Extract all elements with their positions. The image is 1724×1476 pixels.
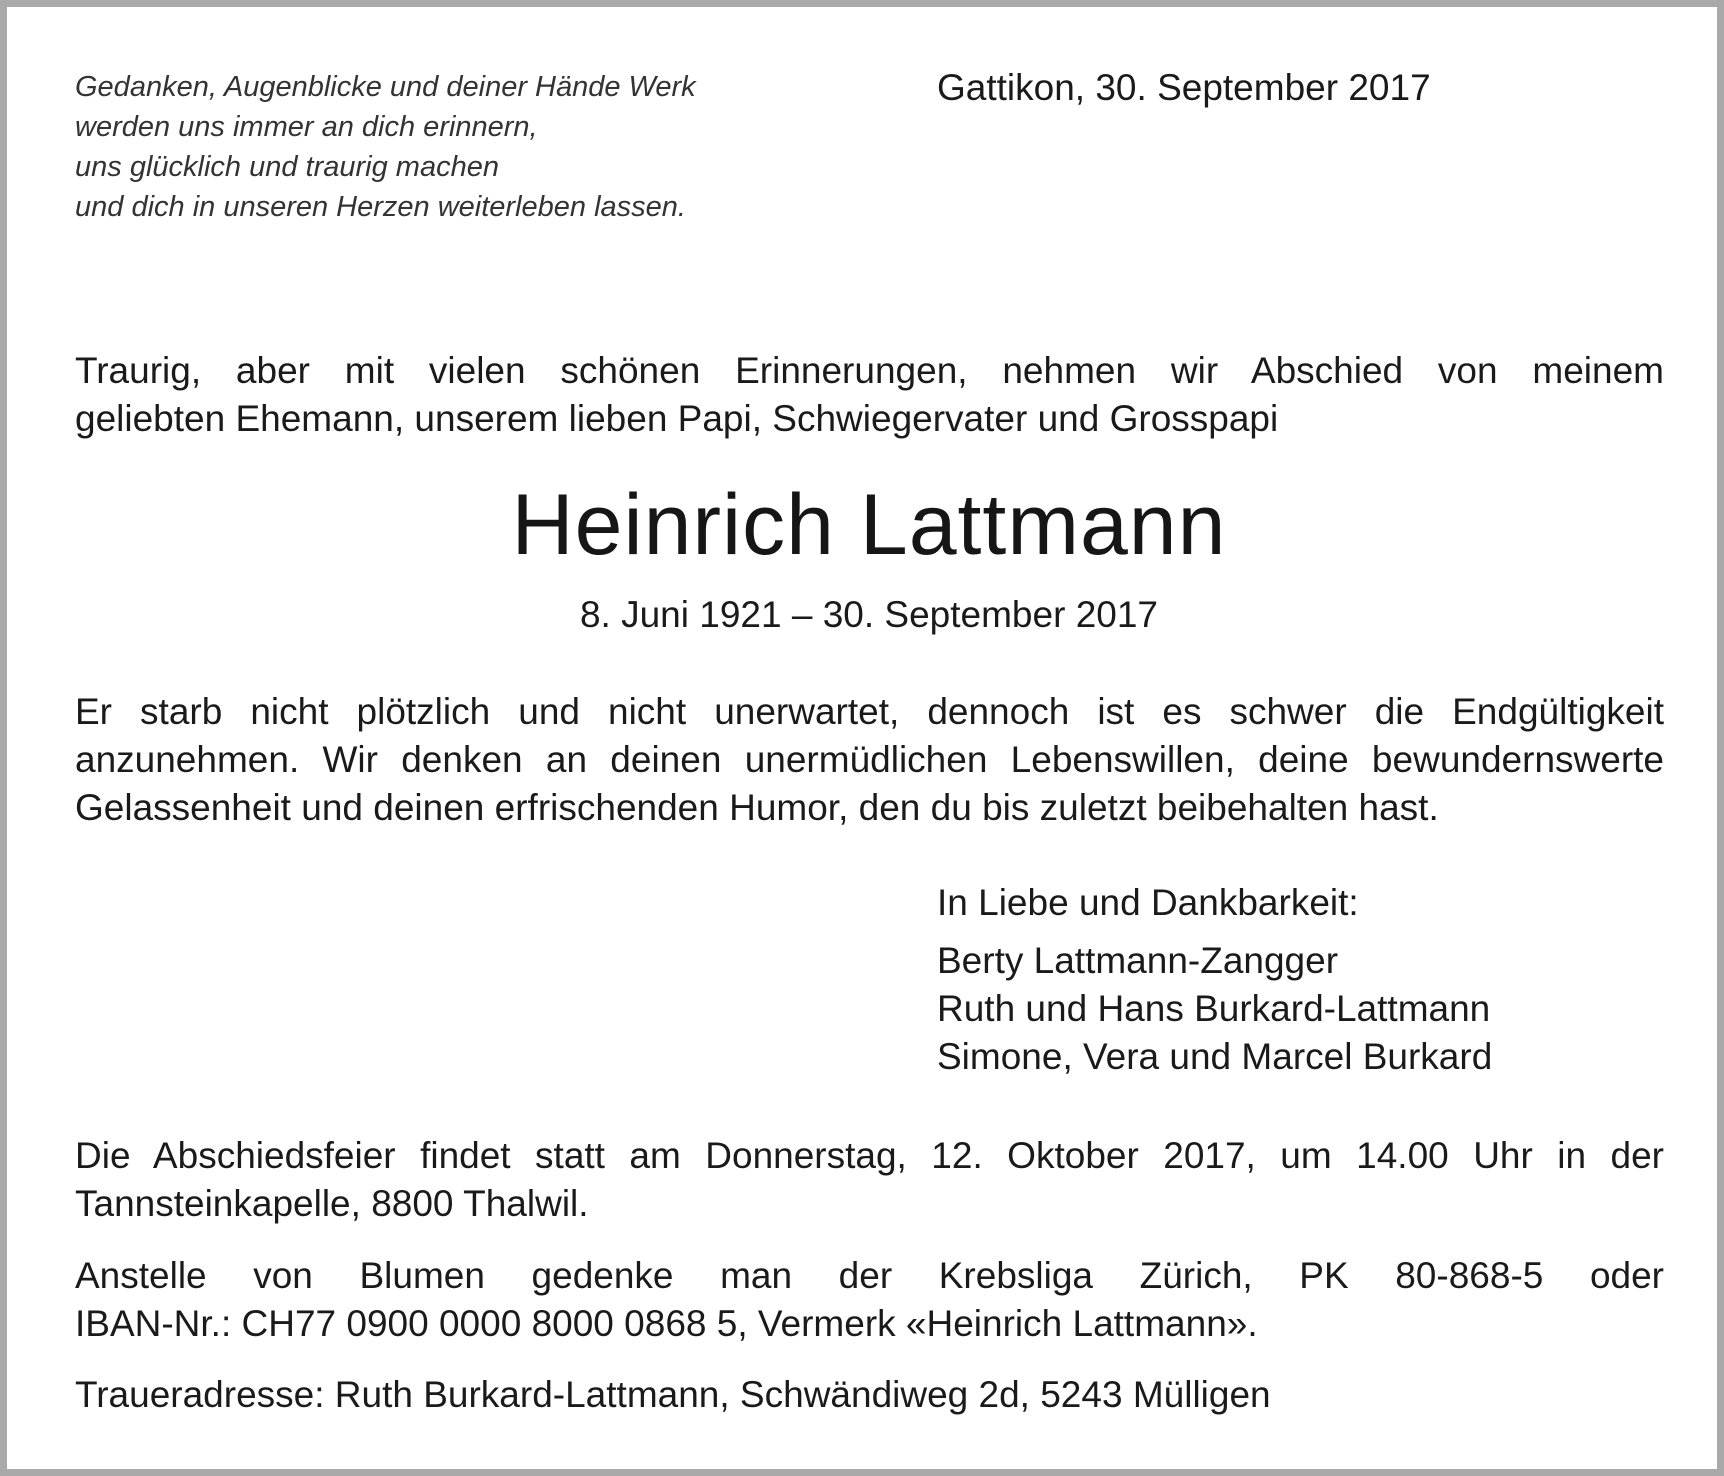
tribute-line: Er starb nicht plötzlich und nicht unerwartet, dennoch ist es schwer die Endgültigkeit — [75, 691, 1664, 732]
intro-line: geliebten Ehemann, unserem lieben Papi, Schwiegervater und Grosspapi — [75, 398, 1279, 439]
place-and-date: Gattikon, 30. September 2017 — [937, 67, 1431, 108]
tribute-line: Gelassenheit und deinen erfrischenden Humor, den du bis zuletzt beibehalten hast. — [75, 787, 1439, 828]
motto-verse — [75, 67, 835, 227]
intro-line: Traurig, aber mit vielen schönen Erinnerungen, nehmen wir Abschied von meinem — [75, 350, 1664, 391]
motto-line: werden uns immer an dich erinnern, — [75, 111, 538, 143]
tribute-line: anzunehmen. Wir denken an deinen unermüdlichen Lebenswillen, deine bewundernswerte — [75, 739, 1664, 780]
mourning-address — [75, 1371, 1664, 1419]
ceremony-paragraph — [75, 1132, 1664, 1228]
motto-line: und dich in unseren Herzen weiterleben lassen. — [75, 191, 686, 223]
deceased-name: Heinrich Lattmann — [511, 477, 1227, 573]
donation-line: Anstelle von Blumen gedenke man der Krebsliga Zürich, PK 80-868-5 oder — [75, 1255, 1664, 1296]
intro-paragraph — [75, 347, 1664, 443]
mourner-name: Ruth und Hans Burkard-Lattmann — [937, 988, 1491, 1029]
mourner-name: Berty Lattmann-Zangger — [937, 940, 1339, 981]
motto-line: uns glücklich und traurig machen — [75, 151, 499, 183]
motto-line: Gedanken, Augenblicke und deiner Hände Werk — [75, 71, 696, 103]
ceremony-line: Die Abschiedsfeier findet statt am Donnerstag, 12. Oktober 2017, um 14.00 Uhr in der — [75, 1135, 1664, 1176]
address-line: Traueradresse: Ruth Burkard-Lattmann, Schwändiweg 2d, 5243 Mülligen — [75, 1374, 1271, 1415]
mourners-list — [937, 937, 1492, 1081]
life-dates: 8. Juni 1921 – 30. September 2017 — [579, 594, 1159, 635]
signoff: In Liebe und Dankbarkeit: — [937, 882, 1359, 923]
donation-line: IBAN-Nr.: CH77 0900 0000 8000 0868 5, Vermerk «Heinrich Lattmann». — [75, 1303, 1258, 1344]
donation-paragraph — [75, 1252, 1664, 1348]
mourner-name: Simone, Vera und Marcel Burkard — [937, 1036, 1493, 1077]
ceremony-line: Tannsteinkapelle, 8800 Thalwil. — [75, 1183, 589, 1224]
tribute-paragraph — [75, 688, 1664, 832]
